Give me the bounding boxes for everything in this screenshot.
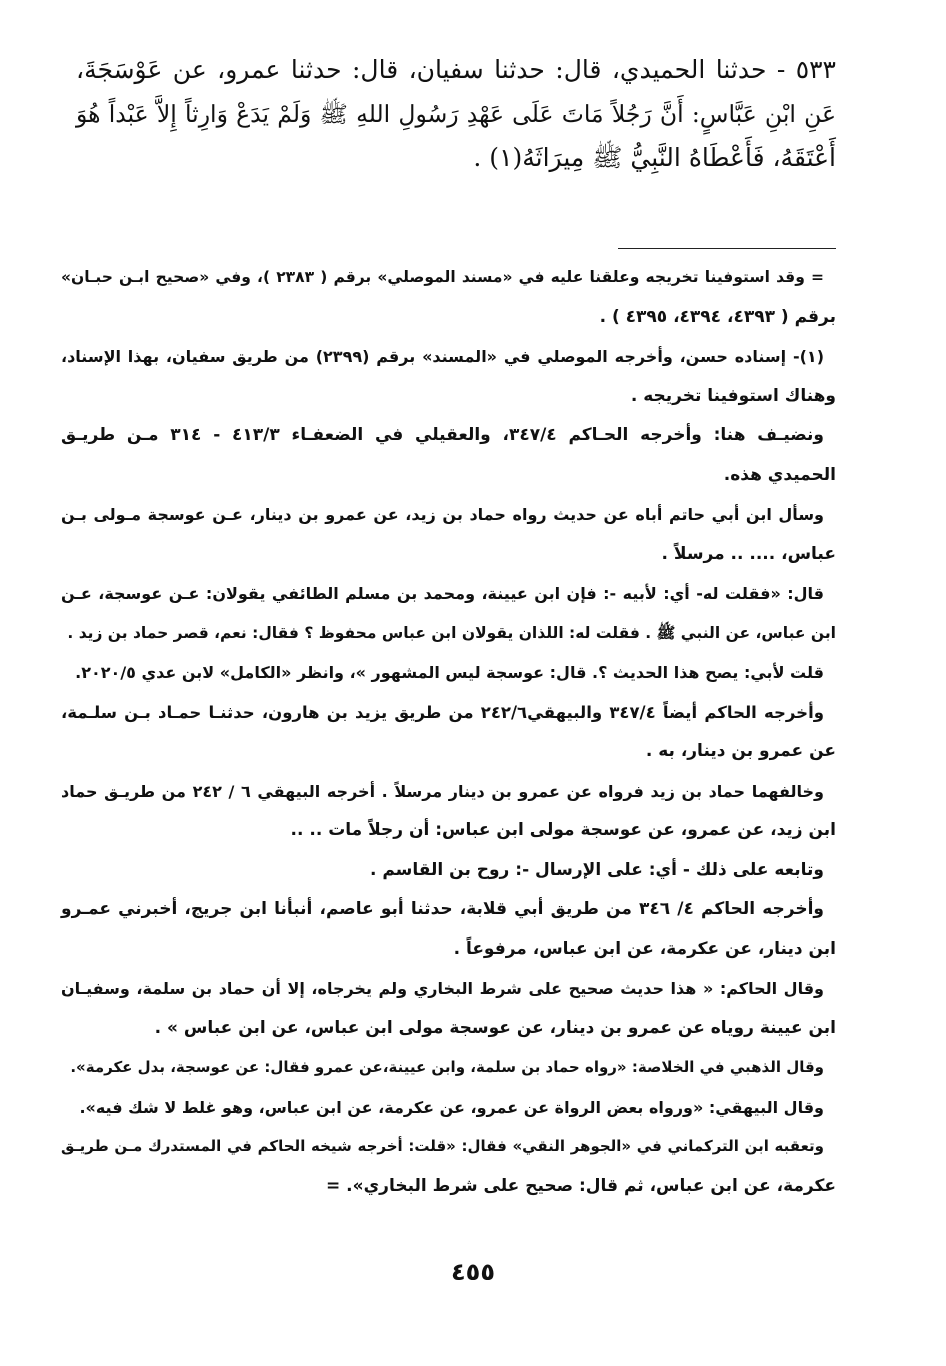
footnote-line: برقم ( ٤٣٩٣، ٤٣٩٤، ٤٣٩٥ ) . [599, 306, 836, 327]
footnote-line: = وقد استوفينا تخريجه وعلقنا عليه في «مسند الموصلي» برقم ( ٢٣٨٣ )، وفي «صحيح ابـن حبـان» [61, 268, 824, 286]
footnote-line: وقال الحاكم: « هذا حديث صحيح على شرط البخاري ولم يخرجاه، إلا أن حماد بن سلمة، وسفيـان [61, 979, 824, 998]
footnote-line: وسأل ابن أبي حاتم أباه عن حديث رواه حماد بن زيد، عن عمرو بن دينار، عـن عوسجة مـولى بـن [61, 505, 824, 524]
footnote-separator [618, 248, 836, 249]
footnote-line: وقال البيهقي: «ورواه بعض الرواة عن عمرو، عن عكرمة، عن ابن عباس، وهو غلط لا شك فيه». [79, 1097, 824, 1117]
footnote-line: (١)- إسناده حسن، وأخرجه الموصلي في «المسند» برقم (٢٣٩٩) من طريق سفيان، بهذا الإسناد، [61, 347, 824, 366]
footnote-line: ونضيـف هنا: وأخرجه الحـاكم ٣٤٧/٤، والعقيلي في الضعفـاء ٤١٣/٣ - ٣١٤ مـن طريـق [61, 425, 824, 445]
footnote-line: وتابعه على ذلك - أي: على الإرسال -: روح بن القاسم . [369, 859, 824, 880]
footnote-line: عكرمة، عن ابن عباس، ثم قال: صحيح على شرط البخاري». = [325, 1175, 836, 1196]
footnote-line: ابن عباس، عن النبي ﷺ . فقلت له: اللذان يقولان ابن عباس محفوظ ؟ فقال: نعم، قصر حماد بن زيد . [67, 623, 836, 642]
footnote-line: وقال الذهبي في الخلاصة: «رواه حماد بن سلمة، وابن عيينة،عن عمرو فقال: عن عوسجة، بدل عكرمة». [70, 1058, 824, 1076]
hadith-line: عَنِ ابْنِ عَبَّاسٍ: أَنَّ رَجُلاً مَاتَ عَلَى عَهْدِ رَسُولِ اللهِ ﷺ وَلَمْ يَدَعْ وَارِثاً إِلاَّ عَبْداً هُوَ [76, 100, 836, 128]
footnote-line: وهناك استوفينا تخريجه . [630, 385, 836, 406]
footnote-line: ابن دينار، عن عكرمة، عن ابن عباس، مرفوعاً . [453, 938, 836, 959]
footnote-line: قال: «فقلت له- أي: لأبيه -: فإن ابن عيينة، ومحمد بن مسلم الطائفي يقولان: عـن عوسجة، عـن [61, 584, 824, 603]
hadith-line: أَعْتَقَهُ، فَأَعْطَاهُ النَّبِيُّ ﷺ مِيرَاثَهُ(١) . [473, 143, 836, 172]
footnote-line: وخالفهما حماد بن زيد فرواه عن عمرو بن دينار مرسلاً . أخرجه البيهقي ٦ / ٢٤٢ من طريـق حماد [61, 781, 825, 801]
footnotes [46, 258, 836, 1206]
hadith-line: ٥٣٣ - حدثنا الحميدي، قال: حدثنا سفيان، قال: حدثنا عمرو، عن عَوْسَجَةَ، [76, 55, 836, 84]
footnote-line: وأخرجه الحاكم ٤/ ٣٤٦ من طريق أبي قلابة، حدثنا أبو عاصم، أنبأنا ابن جريج، أخبرني عمـرو [61, 899, 824, 919]
footnote-line: وتعقبه ابن التركماني في «الجوهر النقي» فقال: «قلت: أخرجه شيخه الحاكم في المستدرك مـن طريـق [61, 1137, 824, 1155]
footnote-line: ابن عيينة روياه عن عمرو بن دينار، عن عوسجة مولى ابن عباس، عن ابن عباس » . [154, 1017, 836, 1038]
footnote-line: عن عمرو بن دينار، به . [645, 741, 836, 761]
page-number: ٤٥٥ [451, 1258, 495, 1286]
hadith-text [46, 48, 836, 180]
footnote-line: قلت لأبي: يصح هذا الحديث ؟. قال: عوسجة ليس المشهور »، وانظر «الكامل» لابن عدي ٢٠٢٠/٥. [75, 663, 824, 682]
footnote-line: وأخرجه الحاكم أيضاً ٣٤٧/٤ والبيهقي٢٤٢/٦ من طريق يزيد بن هارون، حدثنـا حمـاد بـن سلـمة، [61, 702, 824, 722]
footnote-line: عباس، .... .. مرسلاً . [661, 543, 836, 564]
footnote-line: ابن زيد، عن عمرو، عن عوسجة مولى ابن عباس: أن رجلاً مات .. .. [290, 820, 836, 840]
footnote-line: الحميدي هذه. [723, 464, 836, 485]
